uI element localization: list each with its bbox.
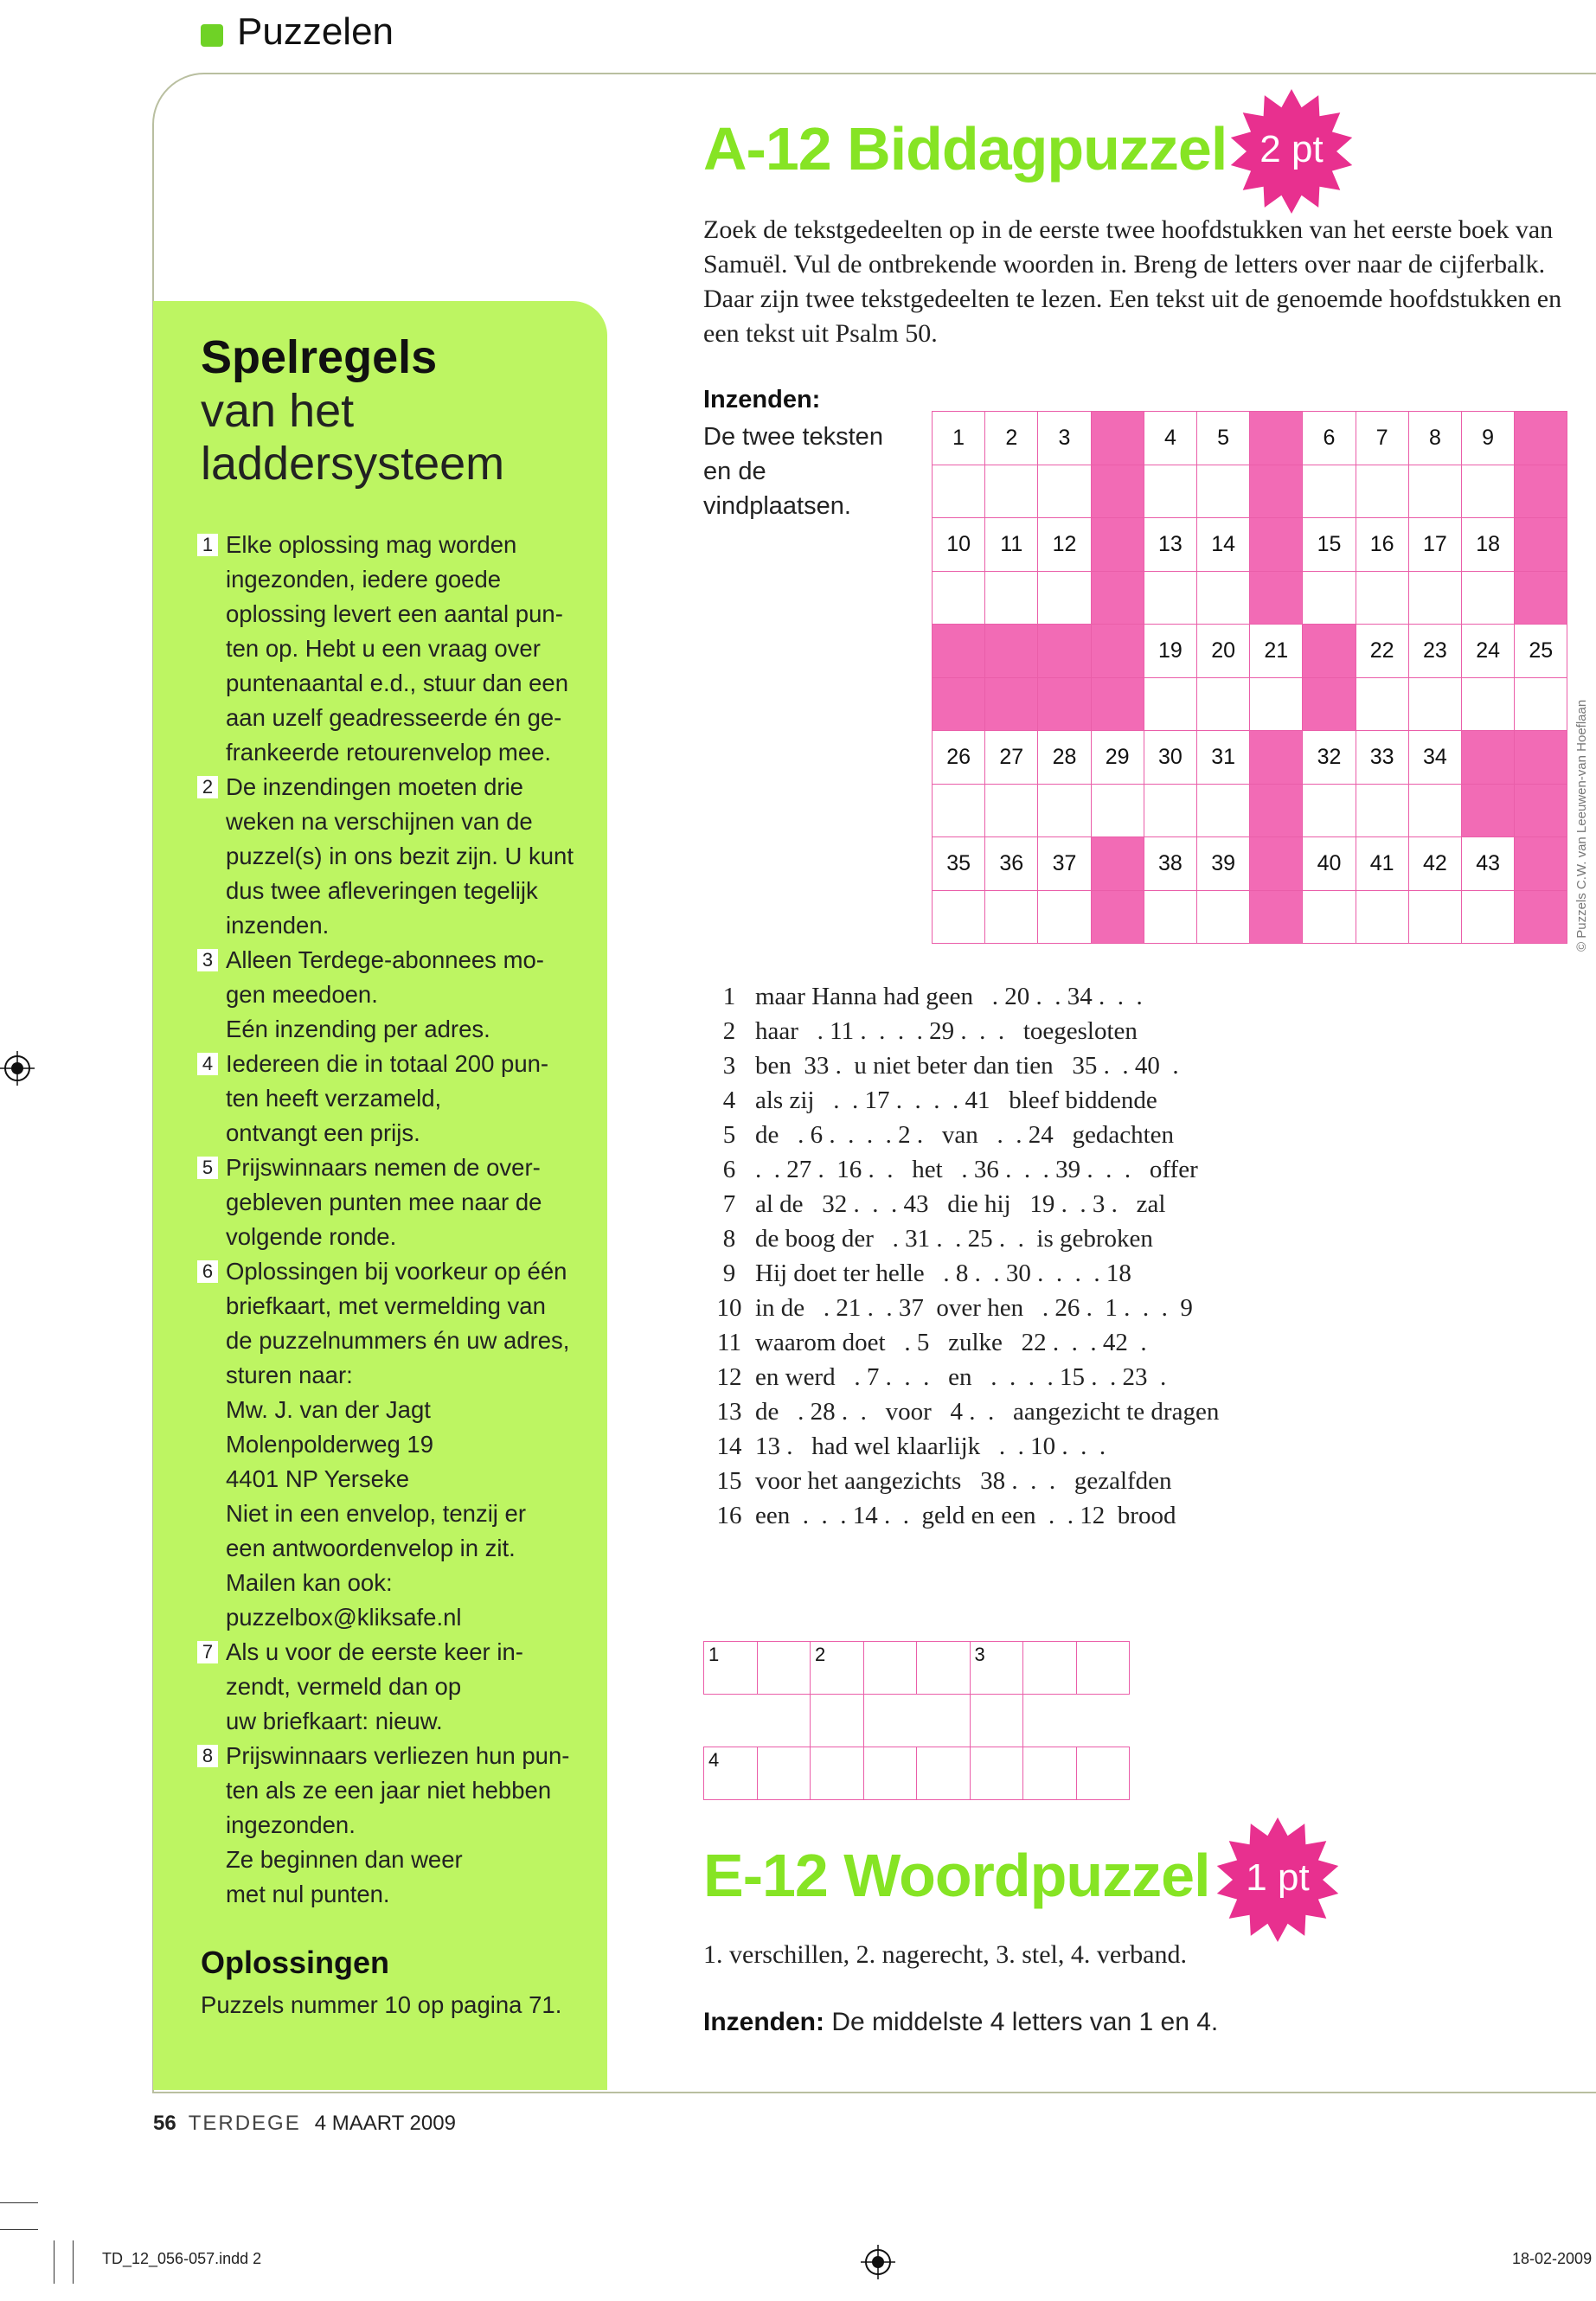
answer-cell[interactable] xyxy=(916,1747,971,1800)
grid-cell[interactable] xyxy=(932,677,985,732)
crop-mark xyxy=(0,2202,38,2203)
grid-cell[interactable]: 22 xyxy=(1356,624,1409,678)
rule-line: Iedereen die in totaal 200 pun- xyxy=(226,1050,549,1077)
rule-line: briefkaart, met vermelding van xyxy=(226,1292,546,1319)
answer-cell[interactable] xyxy=(1022,1747,1077,1800)
grid-cell[interactable] xyxy=(984,624,1038,678)
grid-cell[interactable] xyxy=(1249,890,1303,945)
points-a: 2 pt xyxy=(1259,128,1324,170)
grid-cell[interactable]: 8 xyxy=(1408,411,1462,465)
rule-line: zendt, vermeld dan op xyxy=(226,1673,462,1700)
rule-number: 4 xyxy=(197,1053,218,1075)
grid-cell[interactable]: 34 xyxy=(1408,730,1462,785)
grid-cell[interactable]: 3 xyxy=(1037,411,1091,465)
grid-cell[interactable] xyxy=(1091,411,1144,465)
grid-cell[interactable] xyxy=(932,465,985,519)
grid-cell[interactable] xyxy=(1091,836,1144,891)
grid-cell[interactable]: 1 xyxy=(932,411,985,465)
crop-mark xyxy=(0,2229,38,2230)
clue-text: al de 32 . . . 43 die hij 19 . . 3 . zal xyxy=(755,1190,1166,1218)
rule-line: Eén inzending per adres. xyxy=(226,1016,490,1042)
clue-number: 16 xyxy=(716,1502,742,1529)
clue-number: 14 xyxy=(716,1433,742,1460)
answer-cell[interactable] xyxy=(970,1694,1024,1747)
grid-cell[interactable] xyxy=(1037,571,1091,625)
grid-cell[interactable]: 40 xyxy=(1302,836,1356,891)
grid-cell[interactable]: 5 xyxy=(1196,411,1250,465)
rule-line: Ze beginnen dan weer xyxy=(226,1846,463,1873)
rule-number: 3 xyxy=(197,949,218,971)
grid-cell[interactable] xyxy=(1302,465,1356,519)
rule-line: Molenpolderweg 19 xyxy=(226,1431,434,1458)
clue-text: de boog der . 31 . . 25 . . is gebroken xyxy=(755,1225,1153,1253)
answer-cell[interactable] xyxy=(1022,1641,1077,1695)
slug-date: 18-02-2009 xyxy=(1512,2250,1593,2267)
grid-cell[interactable]: 38 xyxy=(1144,836,1197,891)
answer-cell[interactable] xyxy=(970,1747,1024,1800)
grid-cell[interactable] xyxy=(1461,465,1515,519)
grid-cell[interactable] xyxy=(932,890,985,945)
clue-number: 4 xyxy=(722,1086,736,1114)
grid-cell[interactable] xyxy=(1356,571,1409,625)
puzzle-a-intro: Zoek de tekstgedeelten op in de eerste twee hoofdstukken van het eerste boek van Samuël. Vul de ontbrekende woorden in. Breng de letters over naar de cijferbalk. Daar zijn twee tekstgedeelten te lezen. Een tekst uit de genoemde hoofdstukken en een tekst uit Psalm 50. xyxy=(703,215,1562,348)
grid-cell[interactable]: 7 xyxy=(1356,411,1409,465)
clue-text: waarom doet . 5 zulke 22 . . . 42 . xyxy=(755,1329,1147,1356)
grid-cell[interactable] xyxy=(1408,465,1462,519)
answer-cell[interactable] xyxy=(1076,1641,1131,1695)
grid-cell[interactable]: 37 xyxy=(1037,836,1091,891)
clue-item xyxy=(703,1429,1219,1464)
rule-line: gebleven punten mee naar de xyxy=(226,1189,542,1215)
clue-number: 5 xyxy=(722,1121,736,1149)
magazine-name: TERDEGE xyxy=(188,2112,301,2135)
rule-line: Oplossingen bij voorkeur op één xyxy=(226,1258,567,1285)
grid-cell[interactable]: 43 xyxy=(1461,836,1515,891)
rule-line: met nul punten. xyxy=(226,1881,390,1907)
clue-item xyxy=(703,1360,1219,1394)
clue-item xyxy=(703,1187,1219,1221)
clue-item xyxy=(703,1083,1219,1118)
points-e: 1 pt xyxy=(1246,1856,1310,1899)
clue-item xyxy=(703,1256,1219,1291)
grid-cell[interactable]: 6 xyxy=(1302,411,1356,465)
grid-cell[interactable] xyxy=(1408,571,1462,625)
clue-text: haar . 11 . . . . 29 . . . toegesloten xyxy=(755,1017,1138,1045)
grid-cell[interactable]: 39 xyxy=(1196,836,1250,891)
rule-line: ingezonden, iedere goede xyxy=(226,566,502,593)
issue-date: 4 MAART 2009 xyxy=(314,2112,456,2135)
grid-cell[interactable] xyxy=(1144,677,1197,732)
grid-cell[interactable] xyxy=(1037,890,1091,945)
grid-cell[interactable] xyxy=(1037,465,1091,519)
grid-cell[interactable]: 28 xyxy=(1037,730,1091,785)
puzzle-e-submit-label: Inzenden: xyxy=(703,2008,824,2036)
clue-text: en werd . 7 . . . en . . . . 15 . . 23 . xyxy=(755,1363,1167,1391)
clue-number: 12 xyxy=(716,1363,742,1391)
grid-cell[interactable]: 21 xyxy=(1249,624,1303,678)
clue-number: 11 xyxy=(717,1329,741,1356)
clue-item xyxy=(703,1498,1219,1533)
clue-text: de . 28 . . voor 4 . . aangezicht te dragen xyxy=(755,1398,1220,1426)
grid-cell[interactable]: 33 xyxy=(1356,730,1409,785)
grid-cell[interactable]: 24 xyxy=(1461,624,1515,678)
clue-number: 8 xyxy=(722,1225,736,1253)
grid-cell[interactable] xyxy=(984,890,1038,945)
rule-number: 8 xyxy=(197,1745,218,1767)
page-footer xyxy=(153,2112,456,2136)
grid-cell[interactable] xyxy=(1461,677,1515,732)
grid-cell[interactable] xyxy=(1461,730,1515,785)
grid-cell[interactable] xyxy=(1091,517,1144,572)
grid-cell[interactable] xyxy=(1091,571,1144,625)
grid-cell[interactable] xyxy=(1249,411,1303,465)
sidebar-subtitle: van het laddersysteem xyxy=(201,385,505,490)
clue-text: ben 33 . u niet beter dan tien 35 . . 40 . xyxy=(755,1052,1179,1080)
grid-cell[interactable] xyxy=(1302,890,1356,945)
answer-cell[interactable] xyxy=(916,1641,971,1695)
grid-cell[interactable]: 11 xyxy=(984,517,1038,572)
registration-mark-icon xyxy=(861,2245,895,2279)
clue-item xyxy=(703,1221,1219,1256)
grid-cell[interactable] xyxy=(1514,836,1567,891)
grid-cell[interactable]: 17 xyxy=(1408,517,1462,572)
clue-item xyxy=(703,1152,1219,1187)
grid-cell[interactable]: 42 xyxy=(1408,836,1462,891)
grid-cell[interactable]: 2 xyxy=(984,411,1038,465)
grid-cell[interactable] xyxy=(1144,571,1197,625)
rule-item xyxy=(197,1739,578,1912)
grid-cell[interactable] xyxy=(1249,836,1303,891)
clue-item xyxy=(703,1048,1219,1083)
grid-cell[interactable] xyxy=(1514,784,1567,838)
grid-cell[interactable] xyxy=(1514,677,1567,732)
rule-line: volgende ronde. xyxy=(226,1223,397,1250)
rule-line: frankeerde retourenvelop mee. xyxy=(226,739,552,766)
grid-cell[interactable] xyxy=(1302,571,1356,625)
crop-mark xyxy=(73,2240,74,2284)
answer-cell[interactable] xyxy=(863,1641,918,1695)
clue-number: 13 xyxy=(716,1398,742,1426)
rule-line: 4401 NP Yerseke xyxy=(226,1465,410,1492)
rule-line: gen meedoen. xyxy=(226,981,378,1008)
grid-cell[interactable]: 18 xyxy=(1461,517,1515,572)
grid-cell[interactable] xyxy=(932,571,985,625)
grid-cell[interactable] xyxy=(984,571,1038,625)
clue-text: als zij . . 17 . . . . 41 bleef biddende xyxy=(755,1086,1157,1114)
clue-text: Hij doet ter helle . 8 . . 30 . . . . 18 xyxy=(755,1259,1131,1287)
grid-cell[interactable]: 31 xyxy=(1196,730,1250,785)
rule-line: ten heeft verzameld, xyxy=(226,1085,442,1112)
grid-cell[interactable] xyxy=(1356,677,1409,732)
grid-cell[interactable]: 41 xyxy=(1356,836,1409,891)
grid-cell[interactable] xyxy=(1408,890,1462,945)
registration-mark-icon xyxy=(0,1051,35,1086)
grid-cell[interactable] xyxy=(1249,517,1303,572)
rule-line: ten als ze een jaar niet hebben xyxy=(226,1777,552,1804)
answer-cell[interactable]: 3 xyxy=(970,1641,1024,1695)
grid-cell[interactable] xyxy=(932,624,985,678)
grid-cell[interactable] xyxy=(1302,624,1356,678)
clue-number: 3 xyxy=(722,1052,736,1080)
grid-cell[interactable] xyxy=(1461,890,1515,945)
rule-line: Prijswinnaars nemen de over- xyxy=(226,1154,541,1181)
rule-line: De inzendingen moeten drie xyxy=(226,773,523,800)
clue-text: in de . 21 . . 37 over hen . 26 . 1 . . . 9 xyxy=(755,1294,1193,1322)
clue-number: 2 xyxy=(722,1017,736,1045)
grid-cell[interactable] xyxy=(1091,624,1144,678)
grid-cell[interactable] xyxy=(932,784,985,838)
rule-line: Mw. J. van der Jagt xyxy=(226,1396,431,1423)
grid-cell[interactable]: 27 xyxy=(984,730,1038,785)
grid-cell[interactable]: 15 xyxy=(1302,517,1356,572)
grid-cell[interactable] xyxy=(1514,465,1567,519)
grid-cell[interactable] xyxy=(1196,784,1250,838)
rule-line: puzzel(s) in ons bezit zijn. U kunt xyxy=(226,843,574,869)
rule-item xyxy=(197,1150,578,1254)
clue-list xyxy=(703,979,1219,1533)
rule-line: Niet in een envelop, tenzij er xyxy=(226,1500,527,1527)
grid-cell[interactable] xyxy=(1144,890,1197,945)
grid-cell[interactable] xyxy=(1514,730,1567,785)
rule-line: Als u voor de eerste keer in- xyxy=(226,1638,523,1665)
grid-cell[interactable]: 36 xyxy=(984,836,1038,891)
rule-line: oplossing levert een aantal pun- xyxy=(226,600,563,627)
rule-line: ten op. Hebt u een vraag over xyxy=(226,635,541,662)
grid-cell[interactable] xyxy=(1249,465,1303,519)
clue-number: 1 xyxy=(722,983,736,1010)
grid-cell[interactable] xyxy=(1196,465,1250,519)
clue-text: 13 . had wel klaarlijk . . 10 . . . xyxy=(755,1433,1106,1460)
slug-file: TD_12_056-057.indd 2 xyxy=(102,2250,262,2267)
puzzle-a-submit-text: De twee teksten en de vindplaatsen. xyxy=(703,423,883,520)
rule-item xyxy=(197,943,578,1047)
answer-cell[interactable] xyxy=(1076,1747,1131,1800)
clue-item xyxy=(703,979,1219,1014)
grid-cell[interactable]: 4 xyxy=(1144,411,1197,465)
rule-line: Alleen Terdege-abonnees mo- xyxy=(226,946,544,973)
grid-cell[interactable]: 9 xyxy=(1461,411,1515,465)
clue-number: 15 xyxy=(716,1467,742,1495)
grid-cell[interactable] xyxy=(1037,624,1091,678)
grid-cell[interactable] xyxy=(1302,784,1356,838)
grid-cell[interactable] xyxy=(1091,677,1144,732)
answer-cell[interactable] xyxy=(810,1694,864,1747)
rule-item xyxy=(197,1047,578,1150)
grid-cell[interactable]: 35 xyxy=(932,836,985,891)
grid-cell[interactable] xyxy=(1302,677,1356,732)
grid-cell[interactable]: 29 xyxy=(1091,730,1144,785)
grid-cell[interactable]: 20 xyxy=(1196,624,1250,678)
sidebar-title: Spelregels xyxy=(201,331,438,383)
grid-cell[interactable]: 19 xyxy=(1144,624,1197,678)
clue-item xyxy=(703,1394,1219,1429)
section-title: Puzzelen xyxy=(237,10,394,53)
grid-cell[interactable] xyxy=(1249,677,1303,732)
answer-cell[interactable] xyxy=(757,1747,811,1800)
clue-item xyxy=(703,1464,1219,1498)
section-marker xyxy=(201,24,223,47)
clue-text: maar Hanna had geen . 20 . . 34 . . . xyxy=(755,983,1143,1010)
grid-cell[interactable] xyxy=(1144,465,1197,519)
clue-item xyxy=(703,1118,1219,1152)
clue-number: 10 xyxy=(716,1294,742,1322)
rule-line: dus twee afleveringen tegelijk xyxy=(226,877,538,904)
rule-number: 2 xyxy=(197,776,218,798)
solutions-title: Oplossingen xyxy=(201,1945,390,1980)
rule-number: 7 xyxy=(197,1641,218,1663)
clue-number: 6 xyxy=(722,1156,736,1183)
rule-number: 1 xyxy=(197,534,218,556)
grid-cell[interactable] xyxy=(1091,784,1144,838)
grid-cell[interactable]: 14 xyxy=(1196,517,1250,572)
answer-cell[interactable]: 2 xyxy=(810,1641,864,1695)
rule-line: inzenden. xyxy=(226,912,330,939)
solutions-text: Puzzels nummer 10 op pagina 71. xyxy=(201,1991,562,2018)
grid-cell[interactable] xyxy=(1356,784,1409,838)
rule-item xyxy=(197,1635,578,1739)
grid-cell[interactable]: 10 xyxy=(932,517,985,572)
grid-cell[interactable] xyxy=(1408,784,1462,838)
grid-cell[interactable] xyxy=(1356,890,1409,945)
grid-cell[interactable] xyxy=(1037,677,1091,732)
grid-cell[interactable] xyxy=(1037,784,1091,838)
answer-cell[interactable]: 4 xyxy=(703,1747,758,1800)
clue-item xyxy=(703,1325,1219,1360)
grid-cell[interactable] xyxy=(1091,465,1144,519)
rule-number: 5 xyxy=(197,1157,218,1179)
grid-cell[interactable] xyxy=(1196,890,1250,945)
puzzle-credit: © Puzzels C.W. van Leeuwen-van Hoeflaan xyxy=(1574,699,1589,952)
grid-cell[interactable] xyxy=(984,677,1038,732)
grid-cell[interactable] xyxy=(1144,784,1197,838)
rule-line: Mailen kan ook: xyxy=(226,1569,393,1596)
grid-cell[interactable]: 16 xyxy=(1356,517,1409,572)
rule-line: aan uzelf geadresseerde én ge- xyxy=(226,704,562,731)
rule-line: Prijswinnaars verliezen hun pun- xyxy=(226,1742,570,1769)
clue-number: 9 xyxy=(722,1259,736,1287)
rule-item xyxy=(197,528,578,770)
clue-text: . . 27 . 16 . . het . 36 . . . 39 . . . offer xyxy=(755,1156,1198,1183)
answer-cell[interactable]: 1 xyxy=(703,1641,758,1695)
clue-text: de . 6 . . . . 2 . van . . 24 gedachten xyxy=(755,1121,1175,1149)
rule-number: 6 xyxy=(197,1260,218,1283)
rule-line: een antwoordenvelop in zit. xyxy=(226,1535,516,1561)
puzzle-e-submit-text: De middelste 4 letters van 1 en 4. xyxy=(831,2008,1219,2036)
rule-line: ontvangt een prijs. xyxy=(226,1119,420,1146)
grid-cell[interactable] xyxy=(984,784,1038,838)
clue-item xyxy=(703,1014,1219,1048)
rule-line: Elke oplossing mag worden xyxy=(226,531,517,558)
clue-text: een . . . 14 . . geld en een . . 12 brood xyxy=(755,1502,1176,1529)
clue-item xyxy=(703,1291,1219,1325)
rule-line: puntenaantal e.d., stuur dan een xyxy=(226,670,569,696)
rule-line: de puzzelnummers én uw adres, xyxy=(226,1327,570,1354)
rule-line: sturen naar: xyxy=(226,1362,353,1388)
puzzle-a-submit-label: Inzenden: xyxy=(703,386,821,413)
rule-item xyxy=(197,770,578,943)
answer-cell[interactable] xyxy=(757,1641,811,1695)
rule-line: weken na verschijnen van de xyxy=(226,808,533,835)
grid-cell[interactable]: 23 xyxy=(1408,624,1462,678)
puzzle-a-title: A-12 Biddagpuzzel xyxy=(703,115,1227,183)
page-number: 56 xyxy=(153,2112,176,2135)
rule-line: ingezonden. xyxy=(226,1811,356,1838)
answer-cell[interactable] xyxy=(863,1747,918,1800)
grid-cell[interactable] xyxy=(1249,784,1303,838)
puzzle-e-submit xyxy=(703,2008,1218,2037)
grid-cell[interactable]: 26 xyxy=(932,730,985,785)
rule-line: puzzelbox@kliksafe.nl xyxy=(226,1604,462,1631)
grid-cell[interactable] xyxy=(1091,890,1144,945)
clue-text: voor het aangezichts 38 . . . gezalfden xyxy=(755,1467,1172,1495)
grid-cell[interactable]: 12 xyxy=(1037,517,1091,572)
rule-line: uw briefkaart: nieuw. xyxy=(226,1708,443,1734)
grid-cell[interactable] xyxy=(1249,571,1303,625)
grid-cell[interactable]: 25 xyxy=(1514,624,1567,678)
puzzle-e-words: 1. verschillen, 2. nagerecht, 3. stel, 4. verband. xyxy=(703,1940,1187,1969)
grid-cell[interactable] xyxy=(1196,677,1250,732)
grid-cell[interactable] xyxy=(1514,517,1567,572)
grid-cell[interactable] xyxy=(1196,571,1250,625)
grid-cell[interactable] xyxy=(1514,411,1567,465)
grid-cell[interactable] xyxy=(1249,730,1303,785)
clue-number: 7 xyxy=(722,1190,736,1218)
puzzle-e-title: E-12 Woordpuzzel xyxy=(703,1842,1210,1909)
grid-cell[interactable]: 30 xyxy=(1144,730,1197,785)
rules-list xyxy=(197,528,578,1912)
grid-cell[interactable] xyxy=(1356,465,1409,519)
rule-item xyxy=(197,1254,578,1635)
answer-cell[interactable] xyxy=(810,1747,864,1800)
grid-cell[interactable] xyxy=(1514,890,1567,945)
grid-cell[interactable] xyxy=(1514,571,1567,625)
grid-cell[interactable]: 32 xyxy=(1302,730,1356,785)
grid-cell[interactable]: 13 xyxy=(1144,517,1197,572)
grid-cell[interactable] xyxy=(1461,571,1515,625)
grid-cell[interactable] xyxy=(1408,677,1462,732)
grid-cell[interactable] xyxy=(1461,784,1515,838)
grid-cell[interactable] xyxy=(984,465,1038,519)
